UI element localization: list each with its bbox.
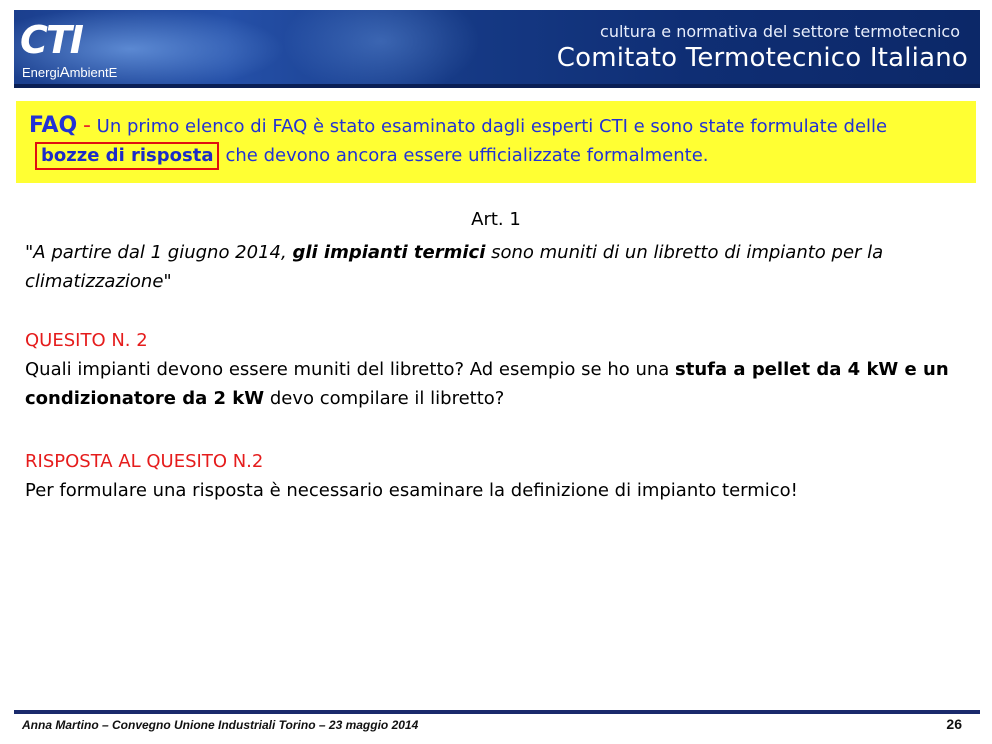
page-number: 26 [946,716,962,732]
answer-body: Per formulare una risposta è necessario esaminare la definizione di impianto termico! [25,480,798,501]
organization-name: Comitato Termotecnico Italiano [556,43,968,73]
logo-sub-mid: A [59,64,70,81]
article-quote [25,238,975,296]
logo-text: CTI [20,18,82,62]
faq-text-2: che devono ancora essere ufficializzate formalmente. [225,145,709,166]
faq-box [16,101,976,183]
quote-bold: gli impianti termici [292,242,486,263]
question-body [25,355,975,413]
question-text-1: Quali impianti devono essere muniti del libretto? Ad esempio se ho una [25,359,676,380]
header-banner [14,10,980,88]
question-text-2: devo compilare il libretto? [264,388,505,409]
quote-close: " [163,271,172,292]
answer-heading: RISPOSTA AL QUESITO N.2 [25,451,264,472]
quote-text-1: A partire dal 1 giugno 2014, [33,242,293,263]
logo-sub-suffix: mbientE [69,65,118,80]
faq-text-1: Un primo elenco di FAQ è stato esaminato dagli esperti CTI e sono state formulate delle [96,116,888,137]
faq-highlight-box: bozze di risposta [35,142,219,170]
logo-subtitle [22,64,117,81]
faq-label: FAQ [29,113,78,138]
quote-open: " [25,242,34,263]
footer-author-line: Anna Martino – Convegno Unione Industriali Torino – 23 maggio 2014 [22,718,419,732]
footer-divider [14,710,980,714]
header-tagline: cultura e normativa del settore termotecnico [600,22,960,41]
article-title: Art. 1 [471,209,521,230]
question-bold: stufa a pellet da 4 kW e un condizionatore da 2 kW [25,359,949,409]
cti-logo [20,16,150,84]
logo-sub-prefix: Energi [22,65,60,80]
faq-dash: - [82,113,91,138]
quote-text-2: sono muniti di un libretto di impianto per la climatizzazione [25,242,884,292]
question-heading: QUESITO N. 2 [25,330,148,351]
